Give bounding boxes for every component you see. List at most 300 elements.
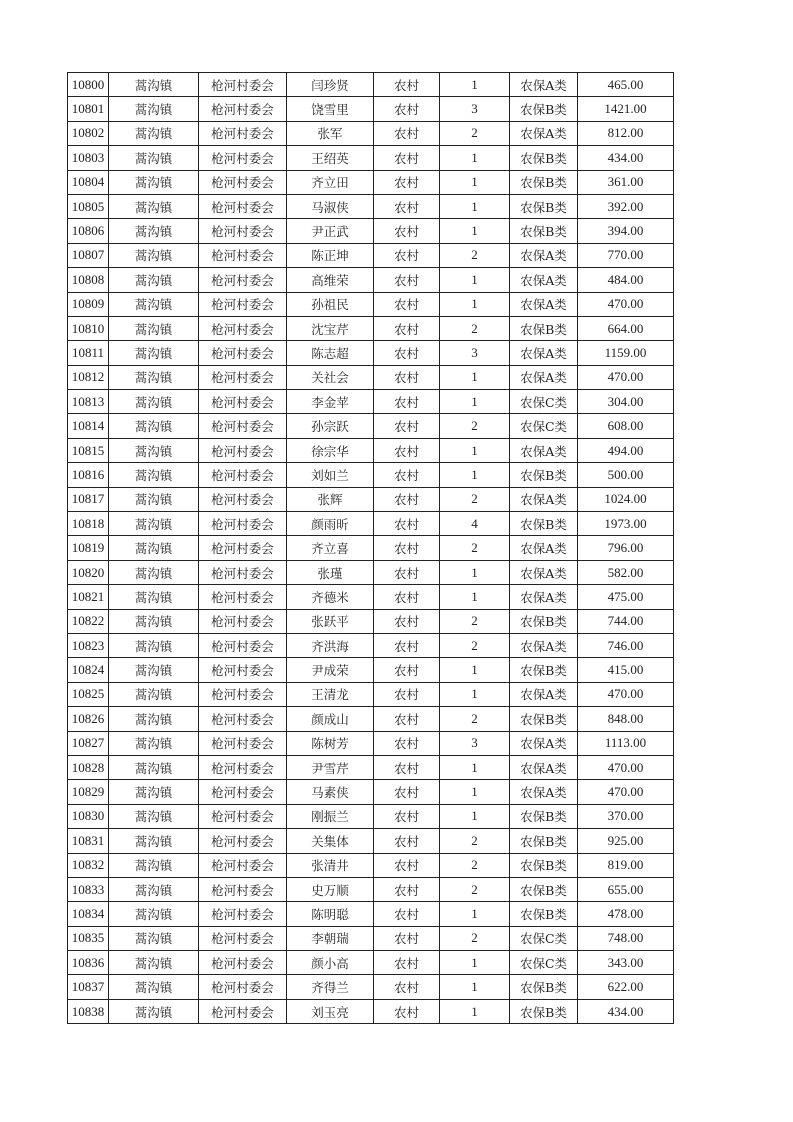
person-name-cell: 沈宝芹 (287, 316, 374, 340)
row-id-cell: 10813 (68, 390, 109, 414)
insurance-category-cell: 农保B类 (510, 658, 578, 682)
row-id-cell: 10808 (68, 268, 109, 292)
row-id-cell: 10834 (68, 902, 109, 926)
village-committee-cell: 枪河村委会 (199, 682, 287, 706)
insurance-category-cell: 农保A类 (510, 536, 578, 560)
household-type-cell: 农村 (374, 804, 440, 828)
amount-cell: 608.00 (578, 414, 674, 438)
village-committee-cell: 枪河村委会 (199, 755, 287, 779)
amount-cell: 819.00 (578, 853, 674, 877)
household-type-cell: 农村 (374, 731, 440, 755)
town-cell: 蒿沟镇 (109, 707, 199, 731)
insurance-category-cell: 农保B类 (510, 97, 578, 121)
person-name-cell: 马淑侠 (287, 194, 374, 218)
household-type-cell: 农村 (374, 170, 440, 194)
insurance-category-cell: 农保B类 (510, 877, 578, 901)
person-name-cell: 张军 (287, 121, 374, 145)
person-name-cell: 齐得兰 (287, 975, 374, 999)
town-cell: 蒿沟镇 (109, 243, 199, 267)
amount-cell: 434.00 (578, 146, 674, 170)
member-count-cell: 2 (440, 487, 510, 511)
town-cell: 蒿沟镇 (109, 487, 199, 511)
person-name-cell: 史万顺 (287, 877, 374, 901)
amount-cell: 478.00 (578, 902, 674, 926)
table-row (68, 292, 674, 316)
household-type-cell: 农村 (374, 438, 440, 462)
amount-cell: 1973.00 (578, 512, 674, 536)
town-cell: 蒿沟镇 (109, 219, 199, 243)
household-type-cell: 农村 (374, 682, 440, 706)
row-id-cell: 10836 (68, 951, 109, 975)
village-committee-cell: 枪河村委会 (199, 73, 287, 97)
village-committee-cell: 枪河村委会 (199, 316, 287, 340)
insurance-category-cell: 农保C类 (510, 951, 578, 975)
person-name-cell: 刘如兰 (287, 463, 374, 487)
household-type-cell: 农村 (374, 194, 440, 218)
table-row (68, 316, 674, 340)
row-id-cell: 10802 (68, 121, 109, 145)
table-row (68, 877, 674, 901)
person-name-cell: 张跃平 (287, 609, 374, 633)
village-committee-cell: 枪河村委会 (199, 731, 287, 755)
row-id-cell: 10820 (68, 560, 109, 584)
row-id-cell: 10815 (68, 438, 109, 462)
amount-cell: 1421.00 (578, 97, 674, 121)
member-count-cell: 1 (440, 170, 510, 194)
member-count-cell: 1 (440, 146, 510, 170)
amount-cell: 484.00 (578, 268, 674, 292)
town-cell: 蒿沟镇 (109, 390, 199, 414)
table-row (68, 951, 674, 975)
person-name-cell: 关社会 (287, 365, 374, 389)
town-cell: 蒿沟镇 (109, 560, 199, 584)
insurance-category-cell: 农保B类 (510, 194, 578, 218)
table-row (68, 658, 674, 682)
row-id-cell: 10831 (68, 829, 109, 853)
household-type-cell: 农村 (374, 341, 440, 365)
village-committee-cell: 枪河村委会 (199, 487, 287, 511)
village-committee-cell: 枪河村委会 (199, 341, 287, 365)
town-cell: 蒿沟镇 (109, 146, 199, 170)
member-count-cell: 1 (440, 438, 510, 462)
town-cell: 蒿沟镇 (109, 853, 199, 877)
member-count-cell: 1 (440, 902, 510, 926)
household-type-cell: 农村 (374, 560, 440, 584)
row-id-cell: 10812 (68, 365, 109, 389)
row-id-cell: 10817 (68, 487, 109, 511)
row-id-cell: 10837 (68, 975, 109, 999)
insurance-category-cell: 农保C类 (510, 414, 578, 438)
household-type-cell: 农村 (374, 975, 440, 999)
insurance-category-cell: 农保A类 (510, 633, 578, 657)
table-row (68, 829, 674, 853)
village-committee-cell: 枪河村委会 (199, 512, 287, 536)
insurance-category-cell: 农保B类 (510, 707, 578, 731)
table-row (68, 390, 674, 414)
table-row (68, 804, 674, 828)
row-id-cell: 10832 (68, 853, 109, 877)
row-id-cell: 10827 (68, 731, 109, 755)
insurance-category-cell: 农保A类 (510, 243, 578, 267)
amount-cell: 770.00 (578, 243, 674, 267)
village-committee-cell: 枪河村委会 (199, 414, 287, 438)
insurance-category-cell: 农保A类 (510, 585, 578, 609)
town-cell: 蒿沟镇 (109, 73, 199, 97)
village-committee-cell: 枪河村委会 (199, 146, 287, 170)
member-count-cell: 2 (440, 243, 510, 267)
row-id-cell: 10809 (68, 292, 109, 316)
table-row (68, 609, 674, 633)
household-type-cell: 农村 (374, 292, 440, 316)
town-cell: 蒿沟镇 (109, 121, 199, 145)
village-committee-cell: 枪河村委会 (199, 658, 287, 682)
amount-cell: 796.00 (578, 536, 674, 560)
person-name-cell: 张清井 (287, 853, 374, 877)
town-cell: 蒿沟镇 (109, 609, 199, 633)
amount-cell: 415.00 (578, 658, 674, 682)
town-cell: 蒿沟镇 (109, 414, 199, 438)
amount-cell: 470.00 (578, 755, 674, 779)
village-committee-cell: 枪河村委会 (199, 268, 287, 292)
row-id-cell: 10829 (68, 780, 109, 804)
member-count-cell: 2 (440, 829, 510, 853)
household-type-cell: 农村 (374, 707, 440, 731)
row-id-cell: 10807 (68, 243, 109, 267)
member-count-cell: 2 (440, 609, 510, 633)
village-committee-cell: 枪河村委会 (199, 97, 287, 121)
village-committee-cell: 枪河村委会 (199, 999, 287, 1023)
household-type-cell: 农村 (374, 829, 440, 853)
insurance-category-cell: 农保A类 (510, 560, 578, 584)
row-id-cell: 10830 (68, 804, 109, 828)
member-count-cell: 2 (440, 414, 510, 438)
amount-cell: 470.00 (578, 682, 674, 706)
member-count-cell: 1 (440, 585, 510, 609)
table-row (68, 755, 674, 779)
amount-cell: 1159.00 (578, 341, 674, 365)
member-count-cell: 2 (440, 877, 510, 901)
table-row (68, 999, 674, 1023)
member-count-cell: 4 (440, 512, 510, 536)
member-count-cell: 1 (440, 194, 510, 218)
row-id-cell: 10825 (68, 682, 109, 706)
person-name-cell: 王清龙 (287, 682, 374, 706)
member-count-cell: 1 (440, 390, 510, 414)
village-committee-cell: 枪河村委会 (199, 853, 287, 877)
amount-cell: 470.00 (578, 365, 674, 389)
village-committee-cell: 枪河村委会 (199, 560, 287, 584)
village-committee-cell: 枪河村委会 (199, 609, 287, 633)
row-id-cell: 10835 (68, 926, 109, 950)
amount-cell: 622.00 (578, 975, 674, 999)
town-cell: 蒿沟镇 (109, 731, 199, 755)
insurance-category-cell: 农保B类 (510, 146, 578, 170)
person-name-cell: 徐宗华 (287, 438, 374, 462)
table-row (68, 975, 674, 999)
person-name-cell: 刚振兰 (287, 804, 374, 828)
row-id-cell: 10833 (68, 877, 109, 901)
row-id-cell: 10818 (68, 512, 109, 536)
household-type-cell: 农村 (374, 536, 440, 560)
person-name-cell: 陈树芳 (287, 731, 374, 755)
household-type-cell: 农村 (374, 755, 440, 779)
town-cell: 蒿沟镇 (109, 633, 199, 657)
household-type-cell: 农村 (374, 853, 440, 877)
household-type-cell: 农村 (374, 999, 440, 1023)
person-name-cell: 马素侠 (287, 780, 374, 804)
household-type-cell: 农村 (374, 73, 440, 97)
row-id-cell: 10828 (68, 755, 109, 779)
village-committee-cell: 枪河村委会 (199, 463, 287, 487)
person-name-cell: 陈志超 (287, 341, 374, 365)
household-type-cell: 农村 (374, 877, 440, 901)
member-count-cell: 2 (440, 707, 510, 731)
amount-cell: 582.00 (578, 560, 674, 584)
amount-cell: 848.00 (578, 707, 674, 731)
amount-cell: 304.00 (578, 390, 674, 414)
amount-cell: 655.00 (578, 877, 674, 901)
table-row (68, 487, 674, 511)
insurance-category-cell: 农保A类 (510, 780, 578, 804)
household-type-cell: 农村 (374, 146, 440, 170)
town-cell: 蒿沟镇 (109, 316, 199, 340)
member-count-cell: 3 (440, 731, 510, 755)
person-name-cell: 尹成荣 (287, 658, 374, 682)
insurance-category-cell: 农保A类 (510, 73, 578, 97)
row-id-cell: 10816 (68, 463, 109, 487)
insurance-category-cell: 农保B类 (510, 853, 578, 877)
amount-cell: 500.00 (578, 463, 674, 487)
person-name-cell: 颜雨昕 (287, 512, 374, 536)
table-row (68, 219, 674, 243)
person-name-cell: 张辉 (287, 487, 374, 511)
person-name-cell: 陈明聪 (287, 902, 374, 926)
table-row (68, 268, 674, 292)
person-name-cell: 王绍英 (287, 146, 374, 170)
person-name-cell: 颜小高 (287, 951, 374, 975)
row-id-cell: 10806 (68, 219, 109, 243)
town-cell: 蒿沟镇 (109, 682, 199, 706)
person-name-cell: 张瑾 (287, 560, 374, 584)
person-name-cell: 齐立田 (287, 170, 374, 194)
insurance-category-cell: 农保C类 (510, 926, 578, 950)
member-count-cell: 1 (440, 804, 510, 828)
insurance-category-cell: 农保B类 (510, 316, 578, 340)
member-count-cell: 1 (440, 463, 510, 487)
person-name-cell: 齐德米 (287, 585, 374, 609)
member-count-cell: 1 (440, 682, 510, 706)
table-row (68, 121, 674, 145)
member-count-cell: 2 (440, 121, 510, 145)
member-count-cell: 1 (440, 268, 510, 292)
row-id-cell: 10810 (68, 316, 109, 340)
member-count-cell: 1 (440, 658, 510, 682)
amount-cell: 470.00 (578, 780, 674, 804)
person-name-cell: 李朝瑞 (287, 926, 374, 950)
table-row (68, 707, 674, 731)
household-type-cell: 农村 (374, 316, 440, 340)
person-name-cell: 陈正坤 (287, 243, 374, 267)
household-type-cell: 农村 (374, 121, 440, 145)
table-row (68, 926, 674, 950)
insurance-category-cell: 农保A类 (510, 341, 578, 365)
household-type-cell: 农村 (374, 219, 440, 243)
member-count-cell: 2 (440, 633, 510, 657)
village-committee-cell: 枪河村委会 (199, 633, 287, 657)
row-id-cell: 10822 (68, 609, 109, 633)
village-committee-cell: 枪河村委会 (199, 219, 287, 243)
village-committee-cell: 枪河村委会 (199, 438, 287, 462)
insurance-category-cell: 农保B类 (510, 804, 578, 828)
member-count-cell: 1 (440, 73, 510, 97)
table-row (68, 243, 674, 267)
person-name-cell: 李金苹 (287, 390, 374, 414)
insurance-category-cell: 农保B类 (510, 512, 578, 536)
household-type-cell: 农村 (374, 463, 440, 487)
table-row (68, 585, 674, 609)
household-type-cell: 农村 (374, 926, 440, 950)
person-name-cell: 饶雪里 (287, 97, 374, 121)
row-id-cell: 10838 (68, 999, 109, 1023)
amount-cell: 748.00 (578, 926, 674, 950)
town-cell: 蒿沟镇 (109, 926, 199, 950)
village-committee-cell: 枪河村委会 (199, 829, 287, 853)
insurance-category-cell: 农保B类 (510, 999, 578, 1023)
insurance-category-cell: 农保B类 (510, 170, 578, 194)
member-count-cell: 1 (440, 780, 510, 804)
table-row (68, 560, 674, 584)
town-cell: 蒿沟镇 (109, 877, 199, 901)
insurance-category-cell: 农保A类 (510, 268, 578, 292)
insurance-category-cell: 农保A类 (510, 487, 578, 511)
row-id-cell: 10826 (68, 707, 109, 731)
row-id-cell: 10824 (68, 658, 109, 682)
household-type-cell: 农村 (374, 633, 440, 657)
village-committee-cell: 枪河村委会 (199, 780, 287, 804)
table-row (68, 170, 674, 194)
village-committee-cell: 枪河村委会 (199, 121, 287, 145)
village-committee-cell: 枪河村委会 (199, 707, 287, 731)
member-count-cell: 1 (440, 755, 510, 779)
village-committee-cell: 枪河村委会 (199, 390, 287, 414)
member-count-cell: 2 (440, 316, 510, 340)
person-name-cell: 颜成山 (287, 707, 374, 731)
village-committee-cell: 枪河村委会 (199, 951, 287, 975)
household-type-cell: 农村 (374, 243, 440, 267)
table-row (68, 463, 674, 487)
town-cell: 蒿沟镇 (109, 341, 199, 365)
table-row (68, 902, 674, 926)
person-name-cell: 闫珍贤 (287, 73, 374, 97)
town-cell: 蒿沟镇 (109, 585, 199, 609)
household-type-cell: 农村 (374, 585, 440, 609)
town-cell: 蒿沟镇 (109, 268, 199, 292)
amount-cell: 361.00 (578, 170, 674, 194)
amount-cell: 434.00 (578, 999, 674, 1023)
amount-cell: 343.00 (578, 951, 674, 975)
household-type-cell: 农村 (374, 487, 440, 511)
amount-cell: 394.00 (578, 219, 674, 243)
town-cell: 蒿沟镇 (109, 829, 199, 853)
village-committee-cell: 枪河村委会 (199, 536, 287, 560)
member-count-cell: 1 (440, 560, 510, 584)
insurance-category-cell: 农保B类 (510, 609, 578, 633)
village-committee-cell: 枪河村委会 (199, 926, 287, 950)
amount-cell: 812.00 (578, 121, 674, 145)
town-cell: 蒿沟镇 (109, 804, 199, 828)
town-cell: 蒿沟镇 (109, 292, 199, 316)
insurance-category-cell: 农保A类 (510, 682, 578, 706)
amount-cell: 370.00 (578, 804, 674, 828)
amount-cell: 744.00 (578, 609, 674, 633)
member-count-cell: 3 (440, 341, 510, 365)
insurance-category-cell: 农保B类 (510, 219, 578, 243)
member-count-cell: 1 (440, 219, 510, 243)
member-count-cell: 3 (440, 97, 510, 121)
person-name-cell: 齐立喜 (287, 536, 374, 560)
amount-cell: 664.00 (578, 316, 674, 340)
village-committee-cell: 枪河村委会 (199, 365, 287, 389)
member-count-cell: 1 (440, 365, 510, 389)
household-type-cell: 农村 (374, 365, 440, 389)
insurance-category-cell: 农保A类 (510, 121, 578, 145)
table-row (68, 853, 674, 877)
town-cell: 蒿沟镇 (109, 365, 199, 389)
town-cell: 蒿沟镇 (109, 999, 199, 1023)
insurance-category-cell: 农保B类 (510, 975, 578, 999)
amount-cell: 746.00 (578, 633, 674, 657)
insurance-category-cell: 农保A类 (510, 365, 578, 389)
household-type-cell: 农村 (374, 951, 440, 975)
town-cell: 蒿沟镇 (109, 438, 199, 462)
person-name-cell: 尹雪芹 (287, 755, 374, 779)
row-id-cell: 10821 (68, 585, 109, 609)
insurance-category-cell: 农保C类 (510, 390, 578, 414)
member-count-cell: 2 (440, 926, 510, 950)
town-cell: 蒿沟镇 (109, 536, 199, 560)
town-cell: 蒿沟镇 (109, 170, 199, 194)
table-row (68, 365, 674, 389)
amount-cell: 465.00 (578, 73, 674, 97)
member-count-cell: 2 (440, 536, 510, 560)
village-committee-cell: 枪河村委会 (199, 804, 287, 828)
table-row (68, 194, 674, 218)
household-type-cell: 农村 (374, 268, 440, 292)
row-id-cell: 10823 (68, 633, 109, 657)
insurance-category-cell: 农保B类 (510, 829, 578, 853)
household-type-cell: 农村 (374, 658, 440, 682)
table-body (68, 73, 674, 1024)
table-row (68, 414, 674, 438)
data-table (67, 72, 674, 1024)
table-row (68, 97, 674, 121)
amount-cell: 925.00 (578, 829, 674, 853)
town-cell: 蒿沟镇 (109, 97, 199, 121)
person-name-cell: 高维荣 (287, 268, 374, 292)
person-name-cell: 孙祖民 (287, 292, 374, 316)
row-id-cell: 10814 (68, 414, 109, 438)
row-id-cell: 10804 (68, 170, 109, 194)
household-type-cell: 农村 (374, 97, 440, 121)
table-row (68, 633, 674, 657)
household-type-cell: 农村 (374, 512, 440, 536)
household-type-cell: 农村 (374, 390, 440, 414)
village-committee-cell: 枪河村委会 (199, 194, 287, 218)
person-name-cell: 尹正武 (287, 219, 374, 243)
household-type-cell: 农村 (374, 780, 440, 804)
row-id-cell: 10800 (68, 73, 109, 97)
table-row (68, 438, 674, 462)
